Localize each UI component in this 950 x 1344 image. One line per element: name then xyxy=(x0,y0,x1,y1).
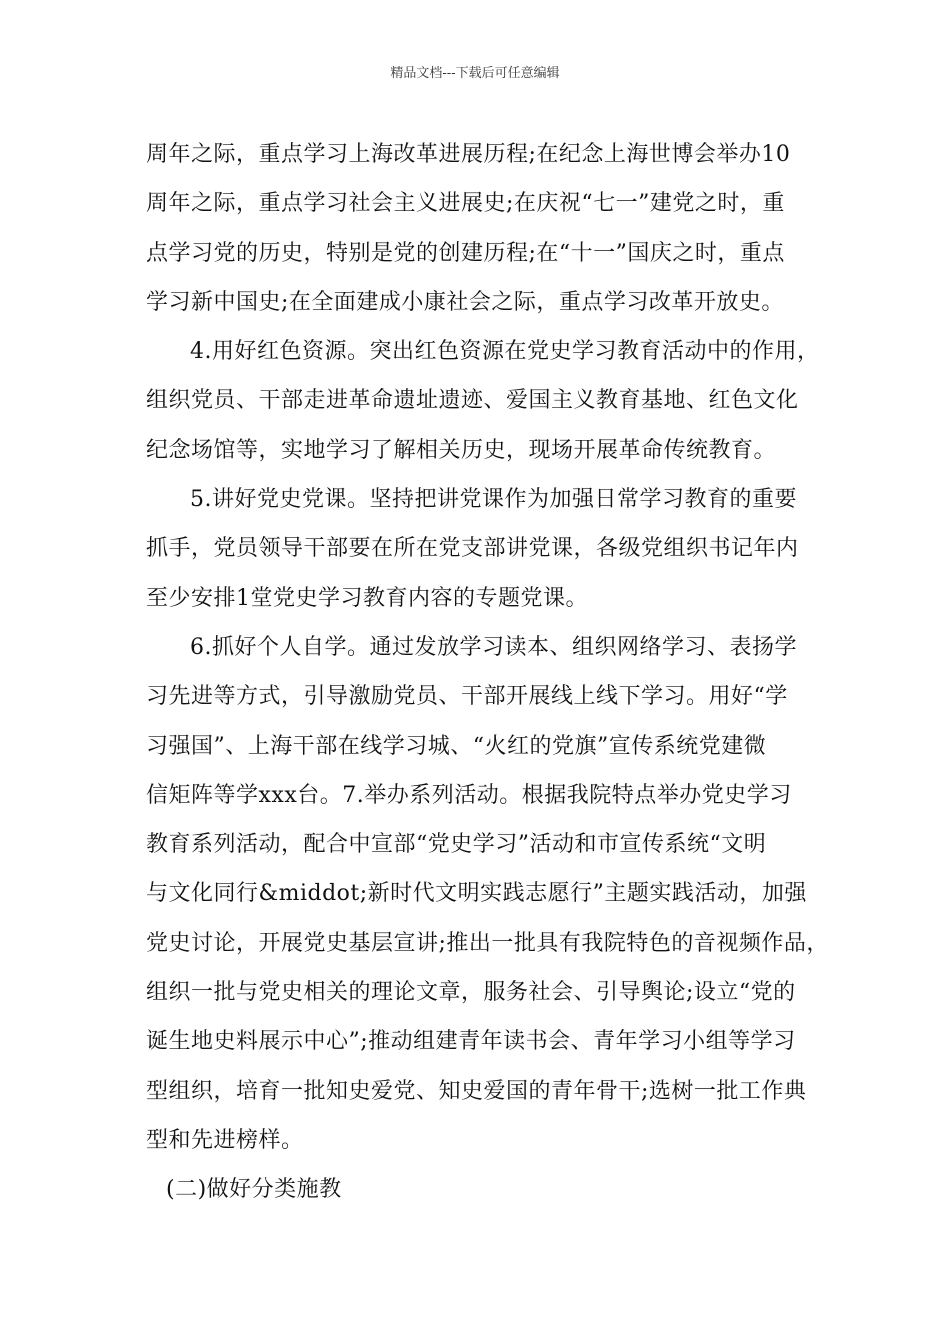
text-line: 周年之际，重点学习社会主义进展史;在庆祝“七一”建党之时，重 xyxy=(146,191,785,217)
text-line: 诞生地史料展示中心”;推动组建青年读书会、青年学习小组等学习 xyxy=(146,1029,796,1055)
text-line: 学习新中国史;在全面建成小康社会之际，重点学习改革开放史。 xyxy=(146,289,784,315)
section-heading: (二)做好分类施教 xyxy=(166,1177,342,1203)
text-line: 党史讨论，开展党史基层宣讲;推出一批具有我院特色的音视频作品， xyxy=(146,930,829,956)
text-line: 组织一批与党史相关的理论文章，服务社会、引导舆论;设立“党的 xyxy=(146,980,796,1006)
body-text xyxy=(146,130,836,1215)
text-line: 纪念场馆等，实地学习了解相关历史，现场开展革命传统教育。 xyxy=(146,437,777,463)
text-line: 型组织，培育一批知史爱党、知史爱国的青年骨干;选树一批工作典 xyxy=(146,1078,807,1104)
paragraph-start-line: 6.抓好个人自学。通过发放学习读本、组织网络学习、表扬学 xyxy=(190,634,797,660)
page-header: 精品文档---下载后可任意编辑 xyxy=(390,66,560,81)
text-line: 周年之际，重点学习上海改革进展历程;在纪念上海世博会举办10 xyxy=(146,142,791,167)
paragraph-start-line: 4.用好红色资源。突出红色资源在党史学习教育活动中的作用， xyxy=(190,339,820,365)
text-line: 抓手，党员领导干部要在所在党支部讲党课，各级党组织书记年内 xyxy=(146,536,799,562)
text-line: 至少安排1堂党史学习教育内容的专题党课。 xyxy=(146,585,588,611)
text-line: 教育系列活动，配合中宣部“党史学习”活动和市宣传系统“文明 xyxy=(146,832,767,858)
text-line: 习强国”、上海干部在线学习城、“火红的党旗”宣传系统党建微 xyxy=(146,733,767,759)
text-line: 信矩阵等学xxx台。7.举办系列活动。根据我院特点举办党史学习 xyxy=(146,782,792,808)
paragraph-start-line: 5.讲好党史党课。坚持把讲党课作为加强日常学习教育的重要 xyxy=(190,487,797,513)
text-line: 组织党员、干部走进革命遗址遗迹、爱国主义教育基地、红色文化 xyxy=(146,388,799,414)
text-line: 型和先进榜样。 xyxy=(146,1127,304,1153)
text-line: 点学习党的历史，特别是党的创建历程;在“十一”国庆之时，重点 xyxy=(146,240,785,266)
text-line: 习先进等方式，引导激励党员、干部开展线上线下学习。用好“学 xyxy=(146,684,788,710)
text-line: 与文化同行&middot;新时代文明实践志愿行”主题实践活动，加强 xyxy=(146,881,807,907)
